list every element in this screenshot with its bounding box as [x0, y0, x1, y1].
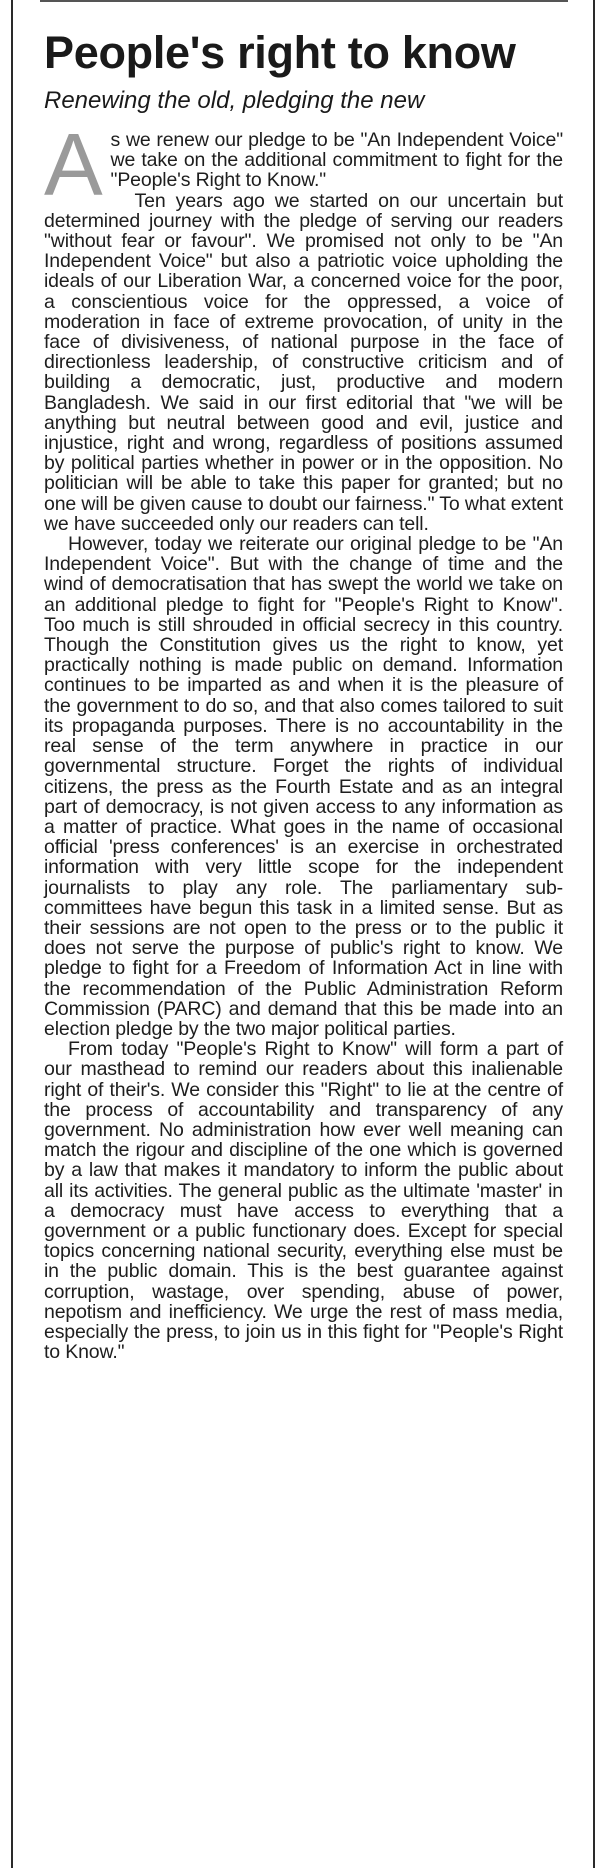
lead-text: s we renew our pledge to be "An Independent Voice" we take on the additional commitment to fight for the "People's Right to Know.": [110, 129, 563, 192]
paragraph-1: Ten years ago we started on our uncertain but determined journey with the pledge of serving our readers "without fear or favour". We promised not only to be "An Independent Voice" but also a patriotic voice upholding the ideals of our Liberation War, a concerned voice for the poor, a conscientious voice for the oppressed, a voice of moderation in face of extreme provocation, of unity in the face of divisiveness, of national purpose in the face of directionless leadership, of constructive criticism and of building a democratic, just, productive and modern Bangladesh. We said in our first editorial that "we will be anything but neutral between good and evil, justice and injustice, right and wrong, regardless of positions assumed by political parties whether in power or in the opposition. No politician will be able to take this paper for granted; but no one will be given cause to doubt our fairness." To what extent we have succeeded only our readers can tell.: [44, 189, 563, 535]
article-body: [44, 115, 563, 1364]
top-rule: [40, 0, 568, 2]
drop-cap: A: [44, 115, 103, 214]
paragraph-3: From today "People's Right to Know" will form a part of our masthead to remind our readers about this inalienable right of their's. We consider this "Right" to lie at the centre of the process of accountability and transparency of any government. No administration how ever well meaning can match the rigour and discipline of the one which is governed by a law that makes it mandatory to inform the public about all its activities. The general public as the ultimate 'master' in a democracy must have access to everything that a government or a public functionary does. Except for special topics concerning national security, everything else must be in the public domain. This is the best guarantee against corruption, wastage, over spending, abuse of power, nepotism and inefficiency. We urge the rest of mass media, especially the press, to join us in this fight for "People's Right to Know.": [44, 1038, 563, 1364]
lead-paragraph: [44, 115, 563, 214]
editorial-article: [44, 26, 563, 1362]
subheadline: Renewing the old, pledging the new: [44, 87, 425, 114]
headline: People's right to know: [44, 27, 516, 78]
paragraph-2: However, today we reiterate our original pledge to be "An Independent Voice". But with the change of time and the wind of democratisation that has swept the world we take on an additional pledge to fight for "People's Right to Know". Too much is still shrouded in official secrecy in this country. Though the Constitution gives us the right to know, yet practically nothing is made public on demand. Information continues to be imparted as and when it is the pleasure of the government to do so, and that also comes tailored to suit its propaganda purposes. There is no accountability in the real sense of the term anywhere in practice in our governmental structure. Forget the rights of individual citizens, the press as the Fourth Estate and as an integral part of democracy, is not given access to any information as a matter of practice. What goes in the name of occasional official 'press conferences' is an exercise in orchestrated information with very little scope for the independent journalists to play any role. The parliamentary sub-committees have begun this task in a limited sense. But as their sessions are not open to the press or to the public it does not serve the purpose of public's right to know. We pledge to fight for a Freedom of Information Act in line with the recommendation of the Public Administration Reform Commission (PARC) and demand that this be made into an election pledge by the two major political parties.: [44, 533, 563, 1040]
